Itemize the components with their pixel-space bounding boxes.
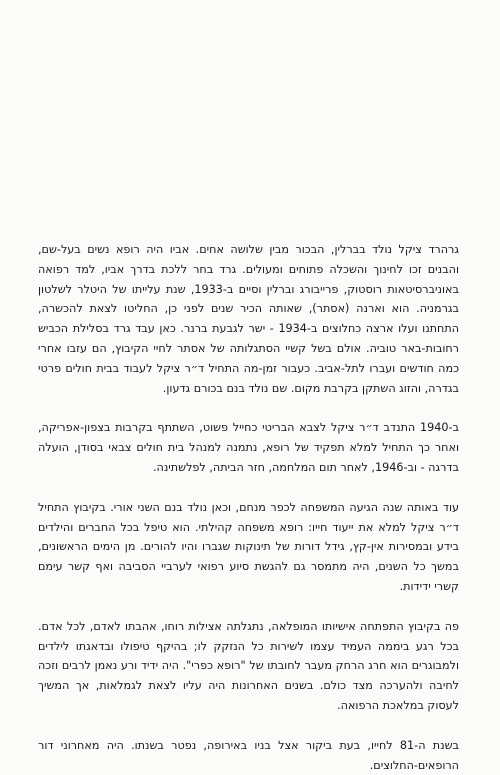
paragraph-death: בשנת ה-81 לחייו, בעת ביקור אצל בניו באירופה, נפטר בשנתו. היה מאחרוני דור הרופאים-החלוצים.: [38, 738, 459, 772]
paragraph-kibbutz-doctor: עוד באותה שנה הגיעה המשפחה לכפר מנחם, וכאן נולד בנם השני אורי. בקיבוץ התחיל ד״ר ציקל למלא את ייעוד חייו: רופא משפחה קהילתי. הוא טיפל בכל החברים והילדים בידע ובמסירות אין-קץ, גידל דורות של תינוקות שגברו והיו להורים. מן הימים הראשונים, במשך כל השנים, היה מתמסר גם להגשת סיוע רפואי לערביי הסביבה ואף קשר עימם קשרי ידידות.: [38, 500, 459, 593]
biography-text: [38, 240, 459, 775]
paragraph-early-life: גרהרד ציקל נולד בברלין, הבכור מבין שלושה אחים. אביו היה רופא נשים בעל-שם, והבנים זכו לחינוך והשכלה פתוחים ומעולים. גרד בחר ללכת בדרך אביו, למד רפואה באוניברסיטאות רוסטוק, פרייבורג וברלין וסיים ב-1933, שנת עלייתו של היטלר לשלטון בגרמניה. הוא וארנה (אסתר), שאותה הכיר שנים לפני כן, החליטו לצאת להכשרה, התחתנו ועלו ארצה כחלוצים ב-1934 - ישר לגבעת ברנר. כאן עבד גרד בסלילת הכביש רחובות-באר טוביה. אולם בשל קשיי הסתגלותה של אסתר לחיי הקיבוץ, הם עזבו אחרי כמה חודשים ועברו לתל-אביב. כעבור זמן-מה התחיל ד״ר ציקל לעבוד בבית חולים פרטי בגדרה, והזוג השתקן בקרבת מקום. שם נולד בנם בכורם גדעון.: [38, 243, 459, 395]
paragraph-army-service: ב-1940 התנדב ד״ר ציקל לצבא הבריטי כחייל פשוט, השתתף בקרבות בצפון-אפריקה, ואחר כך התחיל למלא תפקיד של רופא, נתמנה למנהל בית חולים צבאי בסודן, הועלה בדרגה - וב-1946, לאחר תום המלחמה, חזר הביתה, לפלשתינה.: [38, 421, 459, 474]
paragraph-personality: פה בקיבוץ התפתחה אישיותו המופלאה, נתגלתה אצילות רוחו, אהבתו לאדם, לכל אדם. בכל רגע ביממה העמיד עצמו לשירות כל הנזקק לו; בהיקף טיפולו ובדאגתו לילדים ולמבוגרים הוא חרג הרחק מעבר לחובתו של "רופא כפרי". היה ידיד ורע נאמן לרבים וזכה לחיבה ולהערכה מצד כולם. בשנים האחרונות היה עליו לצאת לגמלאות, אך המשיך לעסוק במלאכת הרפואה.: [38, 619, 459, 712]
